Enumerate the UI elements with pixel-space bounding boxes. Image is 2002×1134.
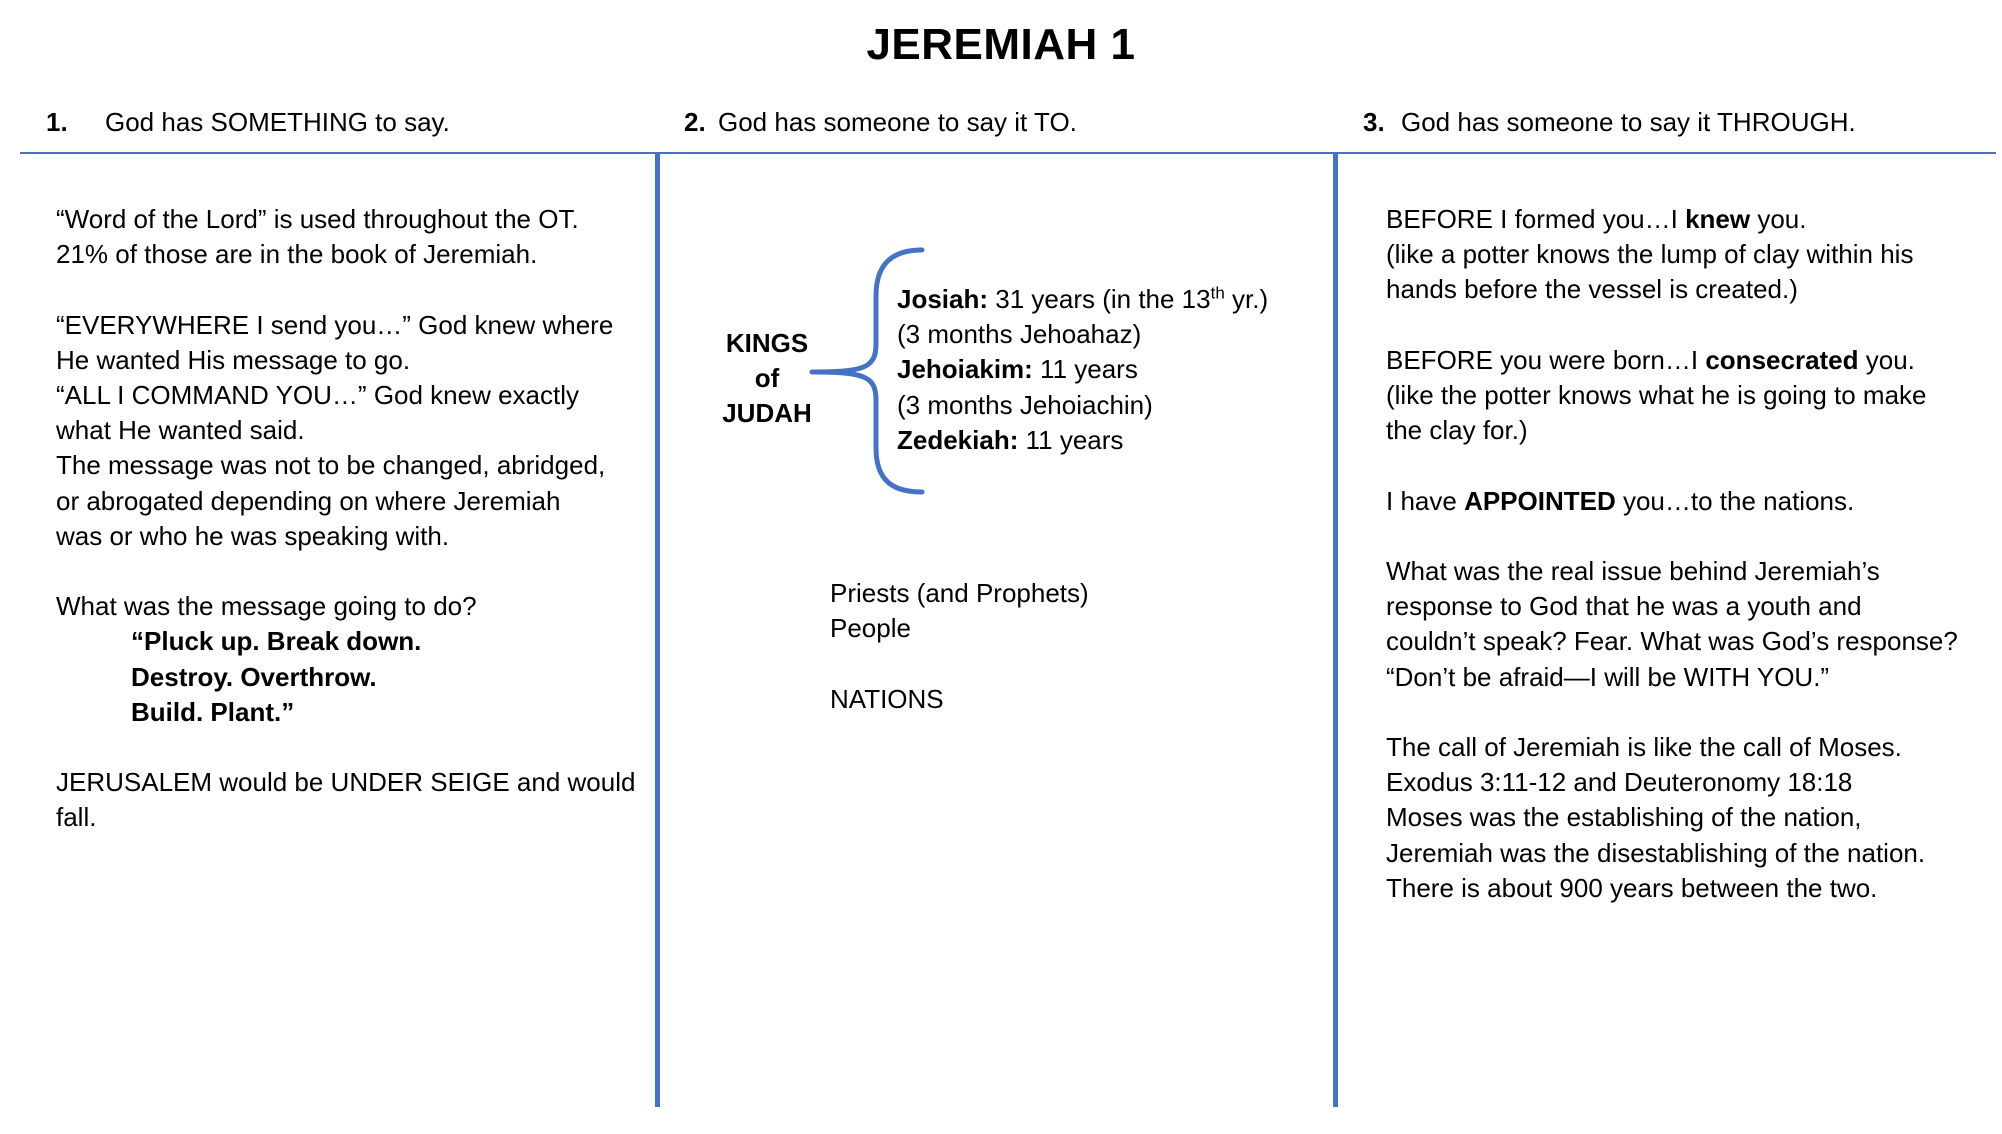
column-2-heading [684, 107, 1077, 138]
text-fragment: I have [1386, 485, 1465, 516]
audience-item: Priests (and Prophets) [830, 578, 1089, 608]
kings-label-line: of [754, 363, 780, 393]
king-jehoahaz: (3 months Jehoahaz) [897, 319, 1142, 350]
kings-label-line: JUDAH [722, 398, 812, 428]
column-1-heading [46, 107, 450, 138]
column-3-heading-text: God has someone to say it THROUGH. [1401, 107, 1856, 137]
column-2-number: 2. [684, 107, 706, 137]
text-fragment: BEFORE I formed you…I [1386, 204, 1686, 234]
text-fragment: you. [1858, 344, 1915, 375]
text-line: The message was not to be changed, abridged, [56, 450, 606, 481]
text-line [1386, 484, 1958, 519]
column-3-heading [1363, 107, 1856, 138]
text-fragment: BEFORE you were born…I [1386, 344, 1706, 375]
text-line: The call of Jeremiah is like the call of Moses. [1386, 731, 1902, 762]
emphasis: consecrated [1705, 344, 1859, 375]
text-line: or abrogated depending on where Jeremiah [56, 485, 561, 516]
text-line: the clay for.) [1386, 415, 1528, 446]
king-name: Zedekiah: [897, 424, 1019, 455]
text-line: couldn’t speak? Fear. What was God’s response? [1386, 626, 1958, 657]
text-line: was or who he was speaking with. [56, 520, 450, 551]
text-line: fall. [56, 802, 97, 833]
text-line: JERUSALEM would be UNDER SEIGE and would [56, 767, 636, 798]
emphasis: APPOINTED [1464, 485, 1616, 516]
message-action: Build. Plant.” [131, 696, 295, 727]
ordinal-suffix: th [1210, 283, 1225, 303]
text-line: “Word of the Lord” is used throughout the OT. [56, 204, 579, 234]
king-zedekiah [897, 423, 1268, 458]
king-years: 31 years (in the 13 [988, 284, 1211, 314]
audience-list [830, 576, 1089, 717]
kings-label-line: KINGS [725, 328, 809, 358]
king-years: 11 years [1032, 354, 1138, 385]
column-divider-right [1333, 152, 1338, 1107]
text-fragment: you…to the nations. [1615, 485, 1855, 516]
text-line: Exodus 3:11-12 and Deuteronomy 18:18 [1386, 767, 1853, 798]
text-line: 21% of those are in the book of Jeremiah. [56, 239, 538, 270]
king-name: Josiah: [897, 284, 989, 314]
message-action: “Pluck up. Break down. [131, 626, 422, 657]
message-action: Destroy. Overthrow. [131, 661, 377, 692]
text-line: Moses was the establishing of the nation, [1386, 802, 1862, 833]
text-line: Jeremiah was the disestablishing of the nation. [1386, 837, 1926, 868]
header-divider [20, 152, 1996, 154]
text-line: “Don’t be afraid—I will be WITH YOU.” [1386, 661, 1830, 692]
audience-item-nations: NATIONS [830, 683, 944, 714]
text-line: what He wanted said. [56, 415, 305, 446]
text-line: (like a potter knows the lump of clay within his [1386, 239, 1914, 270]
text-line: “EVERYWHERE I send you…” God knew where [56, 309, 614, 340]
king-jehoiakim [897, 352, 1268, 387]
text-line [1386, 343, 1958, 378]
column-divider-left [655, 152, 660, 1107]
page-title: JEREMIAH 1 [866, 20, 1136, 69]
column-1-heading-text: God has SOMETHING to say. [105, 107, 450, 137]
text-line: response to God that he was a youth and [1386, 591, 1862, 622]
king-josiah [897, 282, 1268, 317]
text-line [1386, 202, 1958, 237]
column-1-number: 1. [46, 107, 68, 137]
text-line: (like the potter knows what he is going to make [1386, 380, 1927, 410]
text-fragment: you. [1750, 204, 1807, 234]
audience-item: People [830, 613, 911, 644]
text-line: There is about 900 years between the two. [1386, 872, 1878, 903]
text-line: He wanted His message to go. [56, 344, 411, 375]
king-jehoiachin: (3 months Jehoiachin) [897, 389, 1153, 420]
king-years: 11 years [1018, 424, 1124, 455]
text-line: “ALL I COMMAND YOU…” God knew exactly [56, 380, 580, 410]
kings-list [897, 282, 1268, 458]
king-years-suffix: yr.) [1224, 284, 1269, 314]
column-1-body [56, 202, 635, 836]
emphasis: knew [1685, 204, 1751, 234]
text-line: What was the real issue behind Jeremiah’s [1386, 555, 1880, 586]
column-3-number: 3. [1363, 107, 1385, 137]
king-name: Jehoiakim: [897, 354, 1033, 385]
column-3-body [1386, 202, 1958, 906]
column-2-heading-text: God has someone to say it TO. [718, 107, 1077, 137]
text-line: hands before the vessel is created.) [1386, 274, 1798, 305]
message-question: What was the message going to do? [56, 591, 477, 622]
